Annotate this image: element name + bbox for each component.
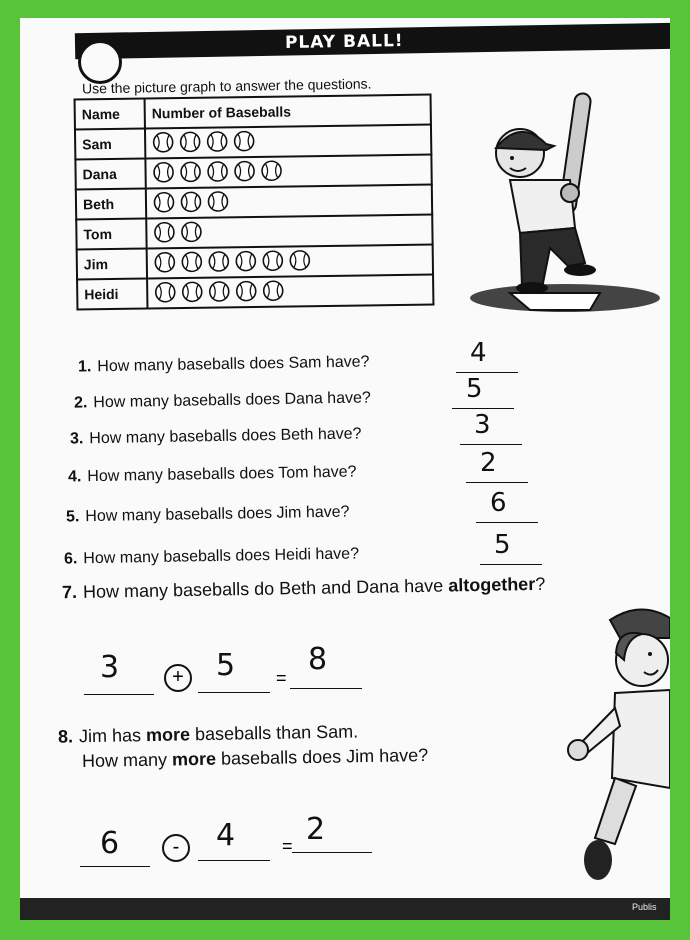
question-text: Jim has (78, 725, 147, 747)
graph-row (76, 215, 432, 250)
q7-line-result (290, 688, 362, 689)
baseball-icon (208, 280, 230, 305)
graph-row (75, 125, 431, 160)
question-text: How many baseballs does Dana have? (93, 389, 371, 412)
handwritten-answer[interactable]: 3 (474, 410, 491, 440)
worksheet-frame (20, 18, 670, 920)
graph-row-name: Tom (76, 219, 146, 250)
q7-answer-b[interactable]: 5 (216, 648, 236, 683)
question-text: How many baseballs does Beth have? (89, 425, 362, 448)
question-bold-word: more (171, 748, 217, 770)
baseball-icon (179, 130, 201, 155)
question-number: 2. (73, 394, 88, 412)
baseball-icon (181, 280, 203, 305)
answer-line (456, 372, 518, 373)
graph-row-name: Sam (75, 129, 145, 160)
question-text: How many baseballs does Heidi have? (83, 545, 360, 568)
baseball-icon (180, 190, 202, 215)
baseball-icon (179, 160, 201, 185)
baseball-icon (180, 220, 202, 245)
answer-line (476, 522, 538, 523)
question-text: How many baseballs does Tom have? (87, 463, 357, 486)
question-text-end: ? (535, 573, 546, 594)
batter-illustration (450, 88, 660, 318)
worksheet-title: PLAY BALL! (284, 30, 404, 54)
baseball-icon (153, 191, 175, 216)
graph-row (75, 155, 431, 190)
baseball-icon (233, 129, 255, 154)
q8-operator: - (162, 834, 190, 862)
baseball-icon (154, 251, 176, 276)
q7-equals: = (276, 668, 287, 688)
q7-answer-result[interactable]: 8 (308, 642, 328, 677)
graph-row-name: Beth (76, 189, 146, 220)
question-number: 4. (67, 468, 82, 486)
graph-row-name: Jim (77, 249, 147, 280)
graph-row (76, 185, 432, 220)
graph-header-row (75, 95, 431, 130)
graph-row-name: Heidi (77, 279, 147, 310)
handwritten-answer[interactable]: 5 (466, 374, 483, 404)
graph-row-baseballs (146, 215, 432, 249)
q8-equals: = (282, 836, 293, 856)
graph-row-baseballs (147, 245, 433, 279)
q7-line-b (198, 692, 270, 693)
baseball-icon (153, 221, 175, 246)
question-bold-word: more (145, 724, 191, 746)
q7-line-a (84, 694, 154, 695)
baseball-icon (260, 159, 282, 184)
handwritten-answer[interactable]: 6 (490, 488, 507, 518)
question-bold-word: altogether (448, 573, 536, 596)
baseball-icon (233, 159, 255, 184)
question-text: How many baseballs do Beth and Dana have (82, 575, 449, 602)
q8-answer-a[interactable]: 6 (100, 826, 120, 861)
graph-row-name: Dana (75, 159, 145, 190)
q7-answer-a[interactable]: 3 (100, 650, 120, 685)
question-text: How many baseballs does Jim have? (85, 503, 350, 526)
picture-graph (74, 94, 435, 311)
binder-hole (78, 40, 122, 84)
baseball-icon (289, 249, 311, 274)
question-text-end: baseballs than Sam. (189, 721, 359, 745)
graph-row (77, 245, 433, 280)
instructions-text: Use the picture graph to answer the questions. (81, 75, 372, 97)
baseball-icon (235, 279, 257, 304)
graph-row (77, 275, 433, 310)
graph-row-baseballs (147, 275, 433, 309)
baseball-icon (181, 250, 203, 275)
question-number: 7. (61, 581, 78, 603)
baseball-icon (262, 279, 284, 304)
question-number: 1. (77, 358, 92, 376)
publisher-text: Publis (632, 902, 657, 912)
q8-line-a (80, 866, 150, 867)
handwritten-answer[interactable]: 5 (494, 530, 511, 560)
baseball-icon (154, 281, 176, 306)
graph-row-baseballs (145, 125, 431, 159)
baseball-icon (262, 249, 284, 274)
baseball-icon (206, 130, 228, 155)
running-girl-illustration (560, 598, 670, 898)
baseball-icon (206, 160, 228, 185)
q8-line-result (292, 852, 372, 853)
handwritten-answer[interactable]: 4 (470, 338, 487, 368)
answer-line (466, 482, 528, 483)
baseball-icon (207, 190, 229, 215)
footer-band (20, 898, 670, 920)
baseball-icon (235, 249, 257, 274)
question-text-end: baseballs does Jim have? (215, 744, 429, 769)
q7-operator: + (164, 664, 192, 692)
baseball-icon (152, 131, 174, 156)
answer-line (452, 408, 514, 409)
question-number: 8. (57, 726, 74, 747)
question-number: 3. (69, 430, 84, 448)
graph-header-count: Number of Baseballs (145, 95, 431, 129)
baseball-icon (152, 161, 174, 186)
q8-answer-b[interactable]: 4 (216, 818, 236, 853)
handwritten-answer[interactable]: 2 (480, 448, 497, 478)
answer-line (480, 564, 542, 565)
graph-row-baseballs (146, 185, 432, 219)
question-number: 6. (63, 550, 78, 568)
question-number: 5. (65, 508, 80, 526)
q8-line-b (198, 860, 270, 861)
graph-row-baseballs (145, 155, 431, 189)
q8-answer-result[interactable]: 2 (306, 812, 326, 847)
baseball-icon (208, 250, 230, 275)
question-text: How many baseballs does Sam have? (97, 353, 370, 376)
graph-header-name: Name (75, 99, 145, 130)
answer-line (460, 444, 522, 445)
question-text: How many (81, 749, 173, 772)
